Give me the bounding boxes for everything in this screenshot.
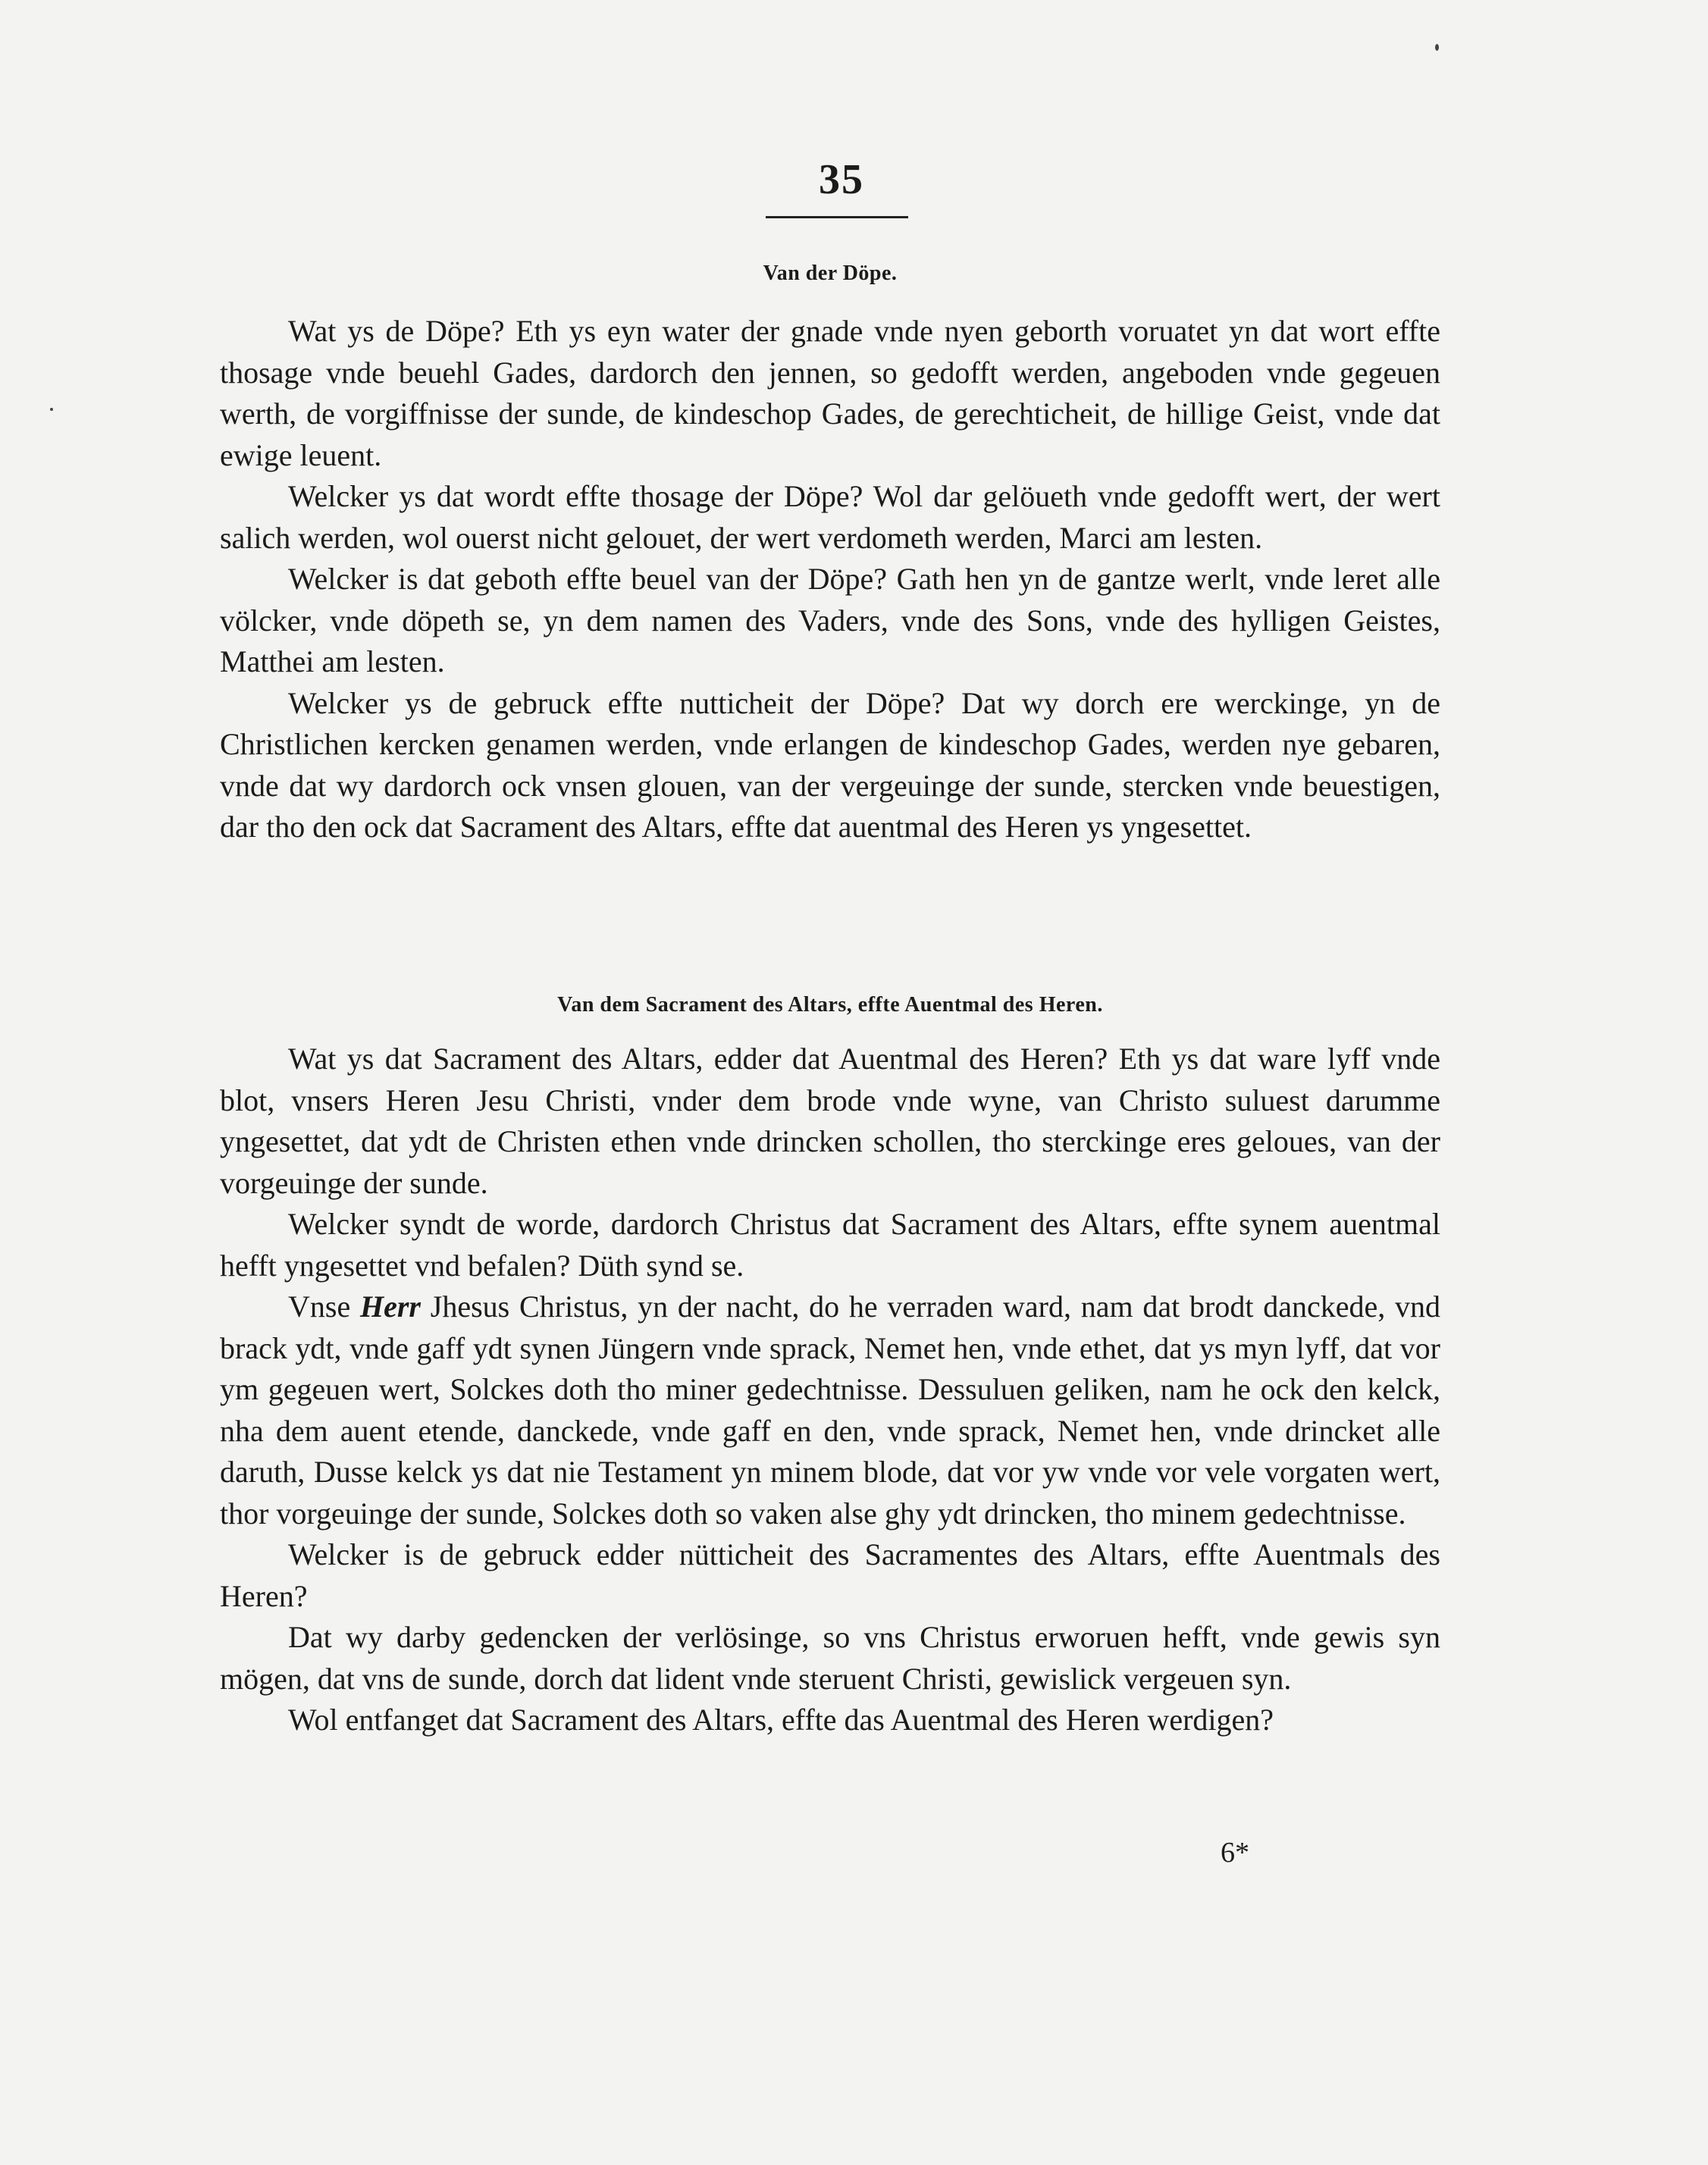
paragraph: Welcker syndt de worde, dardorch Christus dat Sacrament des Altars, effte synem auentmal hefft yngesettet vnd befalen? Düth synd se. — [220, 1207, 1440, 1283]
section-heading: Van der Döpe. — [763, 262, 898, 285]
paragraph: Wol entfanget dat Sacrament des Altars, effte das Auentmal des Heren werdigen? — [288, 1703, 1274, 1737]
section-baptism — [220, 262, 1440, 286]
paragraph: Wat ys dat Sacrament des Altars, edder dat Auentmal des Heren? Eth ys dat ware lyff vnde blot, vnsers Heren Jesu Christi, vnder dem brode vnde wyne, van Christo suluest darumme yngesettet, dat ydt de Christen ethen vnde drincken schollen, tho sterckinge eres geloues, van der vorgeuinge der sunde. — [220, 1042, 1440, 1200]
paragraph: Wat ys de Döpe? Eth ys eyn water der gnade vnde nyen geborth voruatet yn dat wort effte thosage vnde beuehl Gades, dardorch den jennen, so gedofft werden, angeboden vnde gegeuen werth, de vorgiffnisse der sunde, de kindeschop Gades, de gerechticheit, de hillige Geist, vnde dat ewige leuent. — [220, 314, 1440, 472]
paragraph: Welcker is de gebruck edder nütticheit des Sacramentes des Altars, effte Auentmals des Heren? — [220, 1537, 1440, 1613]
section-baptism-body — [220, 311, 1440, 848]
paragraph: Welcker ys dat wordt effte thosage der Döpe? Wol dar gelöueth vnde gedofft wert, der wert salich werden, wol ouerst nicht gelouet, der wert verdometh werden, Marci am lesten. — [220, 479, 1440, 555]
signature-mark: 6* — [1221, 1837, 1249, 1869]
section-sacrament — [220, 993, 1440, 1017]
section-heading: Van dem Sacrament des Altars, effte Auentmal des Heren. — [557, 993, 1103, 1017]
paragraph: Dat wy darby gedencken der verlösinge, so vns Christus erworuen hefft, vnde gewis syn mögen, dat vns de sunde, dorch dat lident vnde steruent Christi, gewislick vergeuen syn. — [220, 1620, 1440, 1696]
scan-speck — [50, 408, 53, 411]
page-number: 35 — [819, 156, 864, 203]
paragraph: Vnse Herr Jhesus Christus, yn der nacht, do he verraden ward, nam dat brodt danckede, vnd brack ydt, vnde gaff ydt synen Jüngern vnde sprack, Nemet hen, vnde ethet, dat ys myn lyff, dat vor ym gegeuen wert, Solckes doth tho miner gedechtnisse. Dessuluen geliken, nam he ock den kelck, nha dem auent etende, danckede, vnde gaff en den, vnde sprack, Nemet hen, vnde drincket alle daruth, Dusse kelck ys dat nie Testament yn minem blode, dat vor yw vnde vor vele vorgaten wert, thor vorgeuinge der sunde, Solckes doth so vaken alse ghy ydt drincken, tho minem gedechtnisse. — [220, 1289, 1440, 1531]
scan-speck — [1435, 44, 1439, 51]
page-number-rule — [766, 216, 908, 218]
emphasized-word: Herr — [359, 1289, 421, 1324]
paragraph: Welcker ys de gebruck effte nutticheit der Döpe? Dat wy dorch ere werckinge, yn de Christlichen kercken genamen werden, vnde erlangen de kindeschop Gades, werden nye gebaren, vnde dat wy dardorch ock vnsen glouen, van der vergeuinge der sunde, stercken vnde beuestigen, dar tho den ock dat Sacrament des Altars, effte dat auentmal des Heren ys yngesettet. — [220, 685, 1440, 844]
paragraph: Welcker is dat geboth effte beuel van der Döpe? Gath hen yn de gantze werlt, vnde leret alle völcker, vnde döpeth se, yn dem namen des Vaders, vnde des Sons, vnde des hylligen Geistes, Matthei am lesten. — [220, 562, 1440, 678]
section-sacrament-body — [220, 1039, 1440, 1741]
